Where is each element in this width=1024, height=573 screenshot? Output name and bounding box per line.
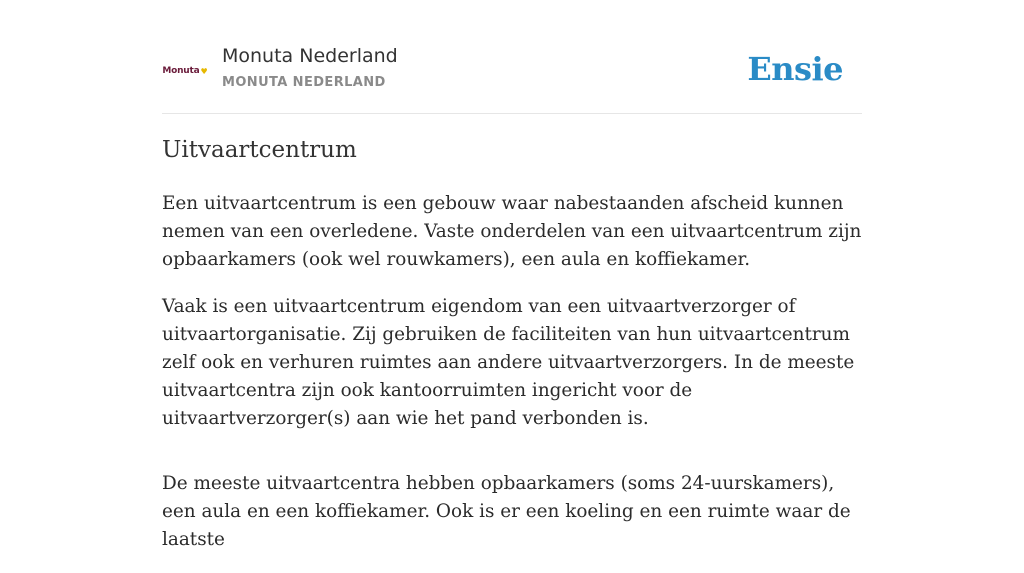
author-subtitle: MONUTA NEDERLAND bbox=[222, 75, 386, 90]
paragraph: Vaak is een uitvaartcentrum eigendom van een uitvaartverzorger of uitvaartorganisatie. Zij gebruiken de faciliteiten van hun uitvaartcentrum zelf ook en verhuren ruimtes aan andere uitvaartverzorgers. In de meeste uitvaartcentra zijn ook kantoorruimten ingericht voor de uitvaartverzorger(s) aan wie het pand verbonden is. bbox=[162, 296, 855, 429]
page-title: Uitvaartcentrum bbox=[162, 137, 357, 163]
author-name[interactable]: Monuta Nederland bbox=[222, 45, 398, 67]
paragraph: De meeste uitvaartcentra hebben opbaarkamers (soms 24-uurskamers), een aula en een koffiekamer. Ook is er een koeling en een ruimte waar de laatste bbox=[162, 473, 851, 550]
logo-wordmark: Monuta bbox=[162, 66, 200, 76]
entry-header bbox=[162, 0, 862, 114]
paragraph: Een uitvaartcentrum is een gebouw waar nabestaanden afscheid kunnen nemen van een overledene. Vaste onderdelen van een uitvaartcentrum zijn opbaarkamers (ook wel rouwkamers), een aula en koffiekamer. bbox=[162, 193, 862, 270]
article-body bbox=[162, 190, 864, 573]
site-logo[interactable]: Ensie bbox=[747, 50, 843, 88]
entry-page bbox=[162, 0, 862, 550]
heart-icon: ♥ bbox=[200, 66, 208, 76]
author-logo[interactable] bbox=[162, 48, 208, 94]
